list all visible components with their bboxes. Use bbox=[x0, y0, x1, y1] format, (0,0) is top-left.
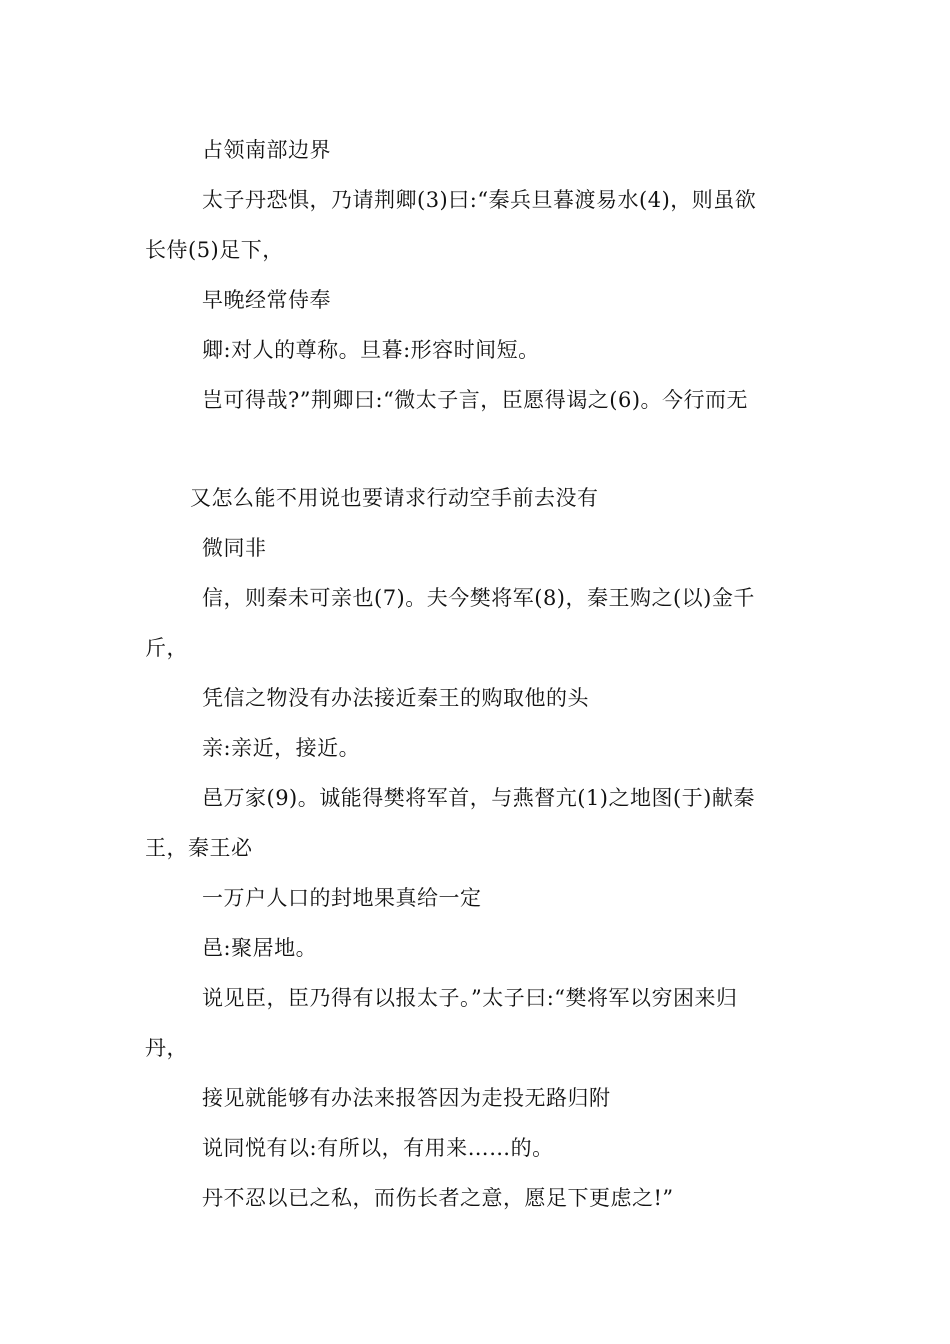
annotation-line: 微同非 bbox=[202, 536, 267, 560]
text-line: 岂可得哉?”荆卿曰:“微太子言，臣愿得谒之(6)。今行而无 bbox=[202, 388, 749, 412]
text-line: 说见臣，臣乃得有以报太子。”太子曰:“樊将军以穷困来归 bbox=[202, 986, 738, 1010]
text-line: 王，秦王必 bbox=[145, 836, 253, 860]
text-line: 长侍(5)足下， bbox=[145, 238, 284, 262]
text-line: 信，则秦未可亲也(7)。夫今樊将军(8)，秦王购之(以)金千 bbox=[202, 586, 755, 610]
annotation-line: 凭信之物没有办法接近秦王的购取他的头 bbox=[202, 686, 589, 710]
text-line: 丹不忍以已之私，而伤长者之意，愿足下更虑之!” bbox=[202, 1186, 674, 1210]
text-line: 占领南部边界 bbox=[202, 138, 331, 162]
text-line: 邑万家(9)。诚能得樊将军首，与燕督亢(1)之地图(于)献秦 bbox=[202, 786, 755, 810]
annotation-line: 早晚经常侍奉 bbox=[202, 288, 331, 312]
text-line: 丹， bbox=[145, 1036, 188, 1060]
text-line: 斤， bbox=[145, 636, 188, 660]
annotation-line: 卿:对人的尊称。旦暮:形容时间短。 bbox=[202, 338, 540, 362]
annotation-line: 又怎么能不用说也要请求行动空手前去没有 bbox=[190, 486, 599, 510]
annotation-line: 亲:亲近，接近。 bbox=[202, 736, 361, 760]
annotation-line: 接见就能够有办法来报答因为走投无路归附 bbox=[202, 1086, 611, 1110]
annotation-line: 说同悦有以:有所以，有用来……的。 bbox=[202, 1136, 554, 1160]
annotation-line: 邑:聚居地。 bbox=[202, 936, 318, 960]
text-line: 太子丹恐惧，乃请荆卿(3)曰:“秦兵旦暮渡易水(4)，则虽欲 bbox=[202, 188, 757, 212]
annotation-line: 一万户人口的封地果真给一定 bbox=[202, 886, 482, 910]
